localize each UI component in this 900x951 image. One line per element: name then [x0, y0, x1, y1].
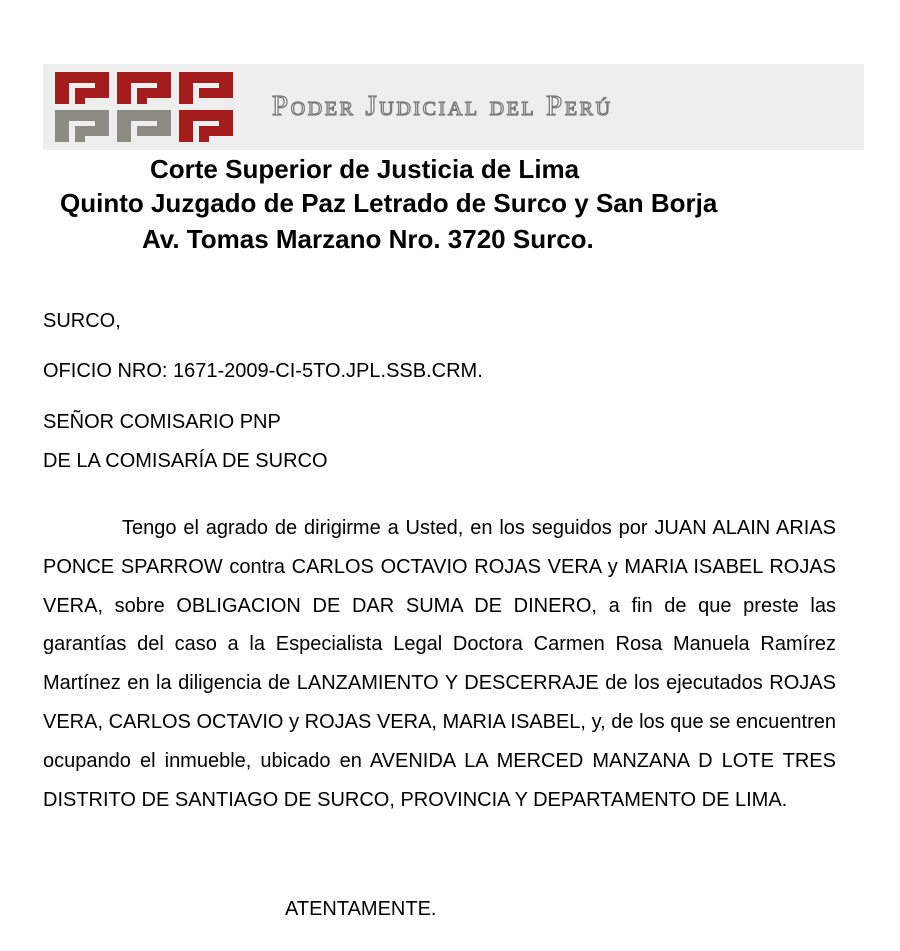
court-name: Corte Superior de Justicia de Lima	[150, 154, 580, 184]
letter-place: SURCO,	[43, 310, 121, 332]
letter-reference: OFICIO NRO: 1671-2009-CI-5TO.JPL.SSB.CRM.	[43, 360, 483, 382]
poder-judicial-logo-icon	[55, 72, 233, 142]
recipient-line-1: SEÑOR COMISARIO PNP	[43, 411, 281, 433]
recipient-line-2: DE LA COMISARÍA DE SURCO	[43, 450, 328, 472]
header-banner	[43, 64, 864, 150]
letter-body-paragraph: Tengo el agrado de dirigirme a Usted, en los seguidos por JUAN ALAIN ARIAS PONCE SPARROW contra CARLOS OCTAVIO ROJAS VERA y MARIA ISABEL ROJAS VERA, sobre OBLIGACION DE DAR SUMA DE DINERO, a fin de que preste las garantías del caso a la Especialista Legal Doctora Carmen Rosa Manuela Ramírez Martínez en la diligencia de LANZAMIENTO Y DESCERRAJE de los ejecutados ROJAS VERA, CARLOS OCTAVIO y ROJAS VERA, MARIA ISABEL, y, de los que se encuentren ocupando el inmueble, ubicado en AVENIDA LA MERCED MANZANA D LOTE TRES DISTRITO DE SANTIAGO DE SURCO, PROVINCIA Y DEPARTAMENTO DE LIMA.	[43, 517, 836, 811]
institution-name: Poder Judicial del Perú	[272, 90, 613, 122]
letter-body	[43, 509, 836, 819]
court-address: Av. Tomas Marzano Nro. 3720 Surco.	[142, 224, 594, 254]
closing-salutation: ATENTAMENTE.	[285, 898, 437, 920]
court-office: Quinto Juzgado de Paz Letrado de Surco y San Borja	[60, 188, 718, 218]
